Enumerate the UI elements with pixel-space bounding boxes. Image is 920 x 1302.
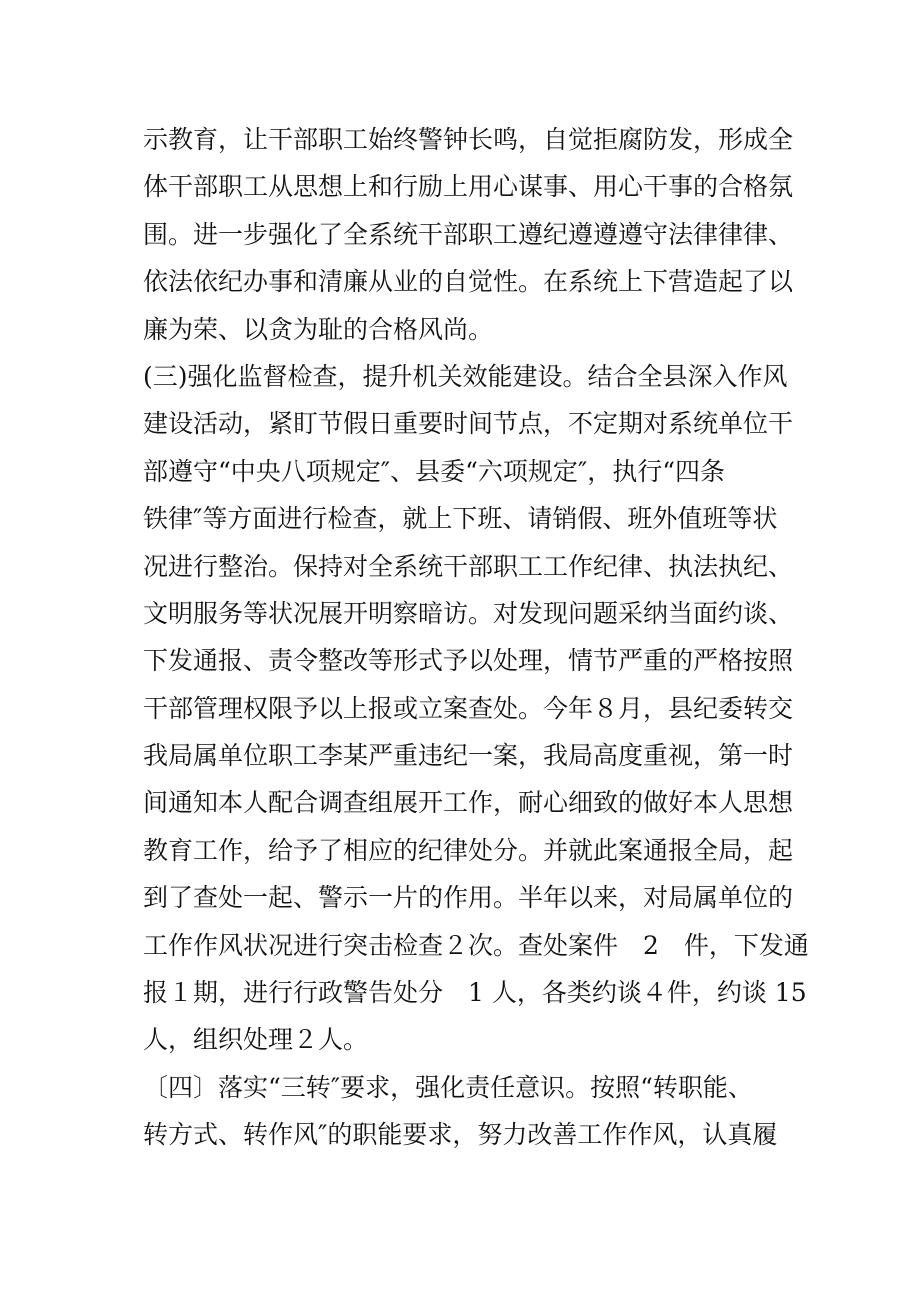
text-line: 干部管理权限予以上报或立案查处。今年８月，县纪委转交 bbox=[143, 693, 794, 723]
text-line: 建设活动，紧盯节假日重要时间节点，不定期对系统单位干 bbox=[143, 409, 794, 439]
text-line: 文明服务等状况展开明察暗访。对发现问题采纳当面约谈、 bbox=[143, 598, 794, 628]
text-line: 报１期，进行行政警告处分 1 人，各类约谈４件，约谈 15 bbox=[143, 978, 807, 1008]
text-line: 我局属单位职工李某严重违纪一案，我局高度重视，第一时 bbox=[143, 741, 794, 771]
text-line: 示教育，让干部职工始终警钟长鸣，自觉拒腐防发，形成全 bbox=[143, 125, 794, 154]
text-line: 下发通报、责令整改等形式予以处理，情节严重的严格按照 bbox=[143, 646, 794, 676]
text-line: 教育工作，给予了相应的纪律处分。并就此案通报全局，起 bbox=[143, 835, 794, 865]
text-line: 部遵守“中央八项规定″、县委“六项规定″，执行“四条 bbox=[143, 456, 726, 486]
text-line: 围。进一步强化了全系统干部职工遵纪遵遵遵守法律律律、 bbox=[143, 219, 794, 249]
text-line: 人，组织处理２人。 bbox=[143, 1025, 369, 1055]
text-line: 到了查处一起、警示一片的作用。半年以来，对局属单位的 bbox=[143, 883, 794, 913]
text-line: 铁律″等方面进行检查，就上下班、请销假、班外值班等状 bbox=[143, 504, 778, 534]
text-line: 工作作风状况进行突击检查２次。查处案件 2 件，下发通 bbox=[143, 930, 809, 960]
text-line: 体干部职工从思想上和行励上用心谋事、用心干事的合格氛 bbox=[143, 172, 794, 202]
text-line: 依法依纪办事和清廉从业的自觉性。在系统上下营造起了以 bbox=[143, 267, 794, 297]
text-line: 间通知本人配合调查组展开工作，耐心细致的做好本人思想 bbox=[143, 788, 794, 818]
body-text bbox=[143, 116, 809, 1159]
section-heading-line: (三)强化监督检查，提升机关效能建设。结合全县深入作风 bbox=[143, 361, 788, 391]
text-line: 廉为荣、以贪为耻的合格风尚。 bbox=[143, 314, 494, 344]
section-heading-line: 〔四〕落实“三转″要求，强化责任意识。按照“转职能、 bbox=[143, 1072, 753, 1102]
text-line: 况进行整治。保持对全系统干部职工工作纪律、执法执纪、 bbox=[143, 551, 794, 581]
text-line: 转方式、转作风″的职能要求，努力改善工作作风，认真履 bbox=[143, 1120, 778, 1150]
